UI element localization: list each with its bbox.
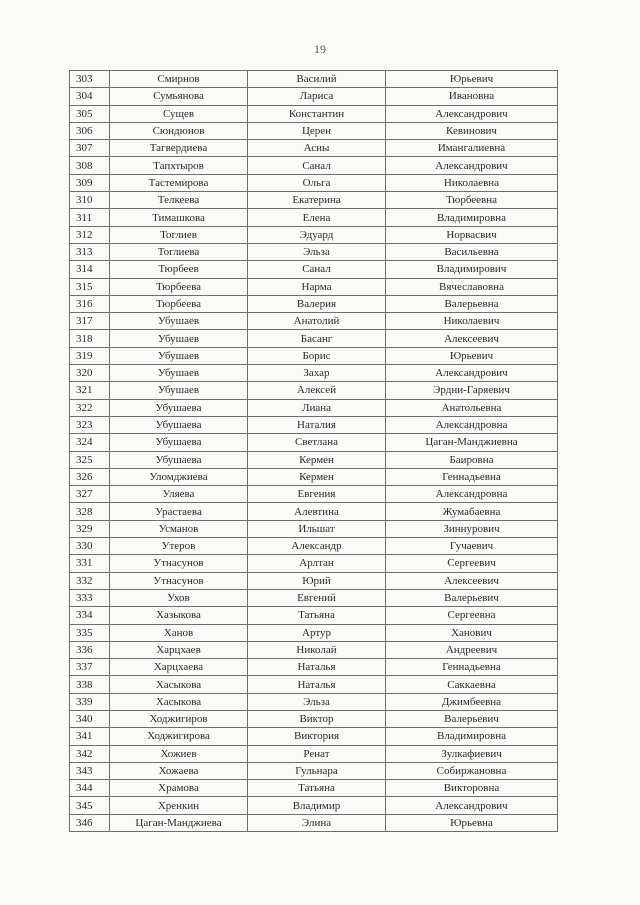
patronymic-cell: Юрьевич [386, 71, 558, 88]
row-number-cell: 319 [70, 347, 110, 364]
last-name-cell: Тимашкова [110, 209, 248, 226]
last-name-cell: Тагвердиева [110, 140, 248, 157]
last-name-cell: Ходжигиров [110, 710, 248, 727]
row-number-cell: 303 [70, 71, 110, 88]
row-number-cell: 325 [70, 451, 110, 468]
last-name-cell: Хасыкова [110, 693, 248, 710]
first-name-cell: Наталья [248, 659, 386, 676]
patronymic-cell: Владимировна [386, 209, 558, 226]
row-number-cell: 321 [70, 382, 110, 399]
row-number-cell: 312 [70, 226, 110, 243]
first-name-cell: Санал [248, 261, 386, 278]
last-name-cell: Убушаев [110, 382, 248, 399]
last-name-cell: Сумьянова [110, 88, 248, 105]
first-name-cell: Эдуард [248, 226, 386, 243]
last-name-cell: Уляева [110, 486, 248, 503]
last-name-cell: Сюндюнов [110, 122, 248, 139]
last-name-cell: Убушаева [110, 416, 248, 433]
last-name-cell: Тюрбеев [110, 261, 248, 278]
first-name-cell: Николай [248, 641, 386, 658]
first-name-cell: Элина [248, 814, 386, 831]
last-name-cell: Хожаева [110, 762, 248, 779]
name-roster-table [69, 70, 558, 832]
table-row [70, 745, 558, 762]
row-number-cell: 310 [70, 192, 110, 209]
last-name-cell: Тоглиева [110, 243, 248, 260]
last-name-cell: Уломджиева [110, 468, 248, 485]
row-number-cell: 343 [70, 762, 110, 779]
first-name-cell: Гульнара [248, 762, 386, 779]
last-name-cell: Хазыкова [110, 607, 248, 624]
first-name-cell: Владимир [248, 797, 386, 814]
first-name-cell: Нарма [248, 278, 386, 295]
row-number-cell: 315 [70, 278, 110, 295]
patronymic-cell: Геннадьевна [386, 659, 558, 676]
last-name-cell: Тастемирова [110, 174, 248, 191]
table-row [70, 607, 558, 624]
table-row [70, 330, 558, 347]
first-name-cell: Виктория [248, 728, 386, 745]
last-name-cell: Убушаев [110, 313, 248, 330]
patronymic-cell: Тюрбеевна [386, 192, 558, 209]
first-name-cell: Лариса [248, 88, 386, 105]
first-name-cell: Константин [248, 105, 386, 122]
row-number-cell: 324 [70, 434, 110, 451]
row-number-cell: 307 [70, 140, 110, 157]
table-row [70, 347, 558, 364]
patronymic-cell: Валерьевна [386, 295, 558, 312]
row-number-cell: 311 [70, 209, 110, 226]
first-name-cell: Евгений [248, 589, 386, 606]
row-number-cell: 338 [70, 676, 110, 693]
patronymic-cell: Ивановна [386, 88, 558, 105]
last-name-cell: Урастаева [110, 503, 248, 520]
first-name-cell: Алексей [248, 382, 386, 399]
patronymic-cell: Андреевич [386, 641, 558, 658]
first-name-cell: Ильшат [248, 520, 386, 537]
last-name-cell: Хожиев [110, 745, 248, 762]
table-row [70, 105, 558, 122]
first-name-cell: Елена [248, 209, 386, 226]
row-number-cell: 322 [70, 399, 110, 416]
last-name-cell: Хренкин [110, 797, 248, 814]
table-row [70, 140, 558, 157]
patronymic-cell: Юрьевич [386, 347, 558, 364]
last-name-cell: Усманов [110, 520, 248, 537]
last-name-cell: Харцхаев [110, 641, 248, 658]
table-row [70, 174, 558, 191]
table-row [70, 538, 558, 555]
first-name-cell: Василий [248, 71, 386, 88]
patronymic-cell: Викторовна [386, 780, 558, 797]
first-name-cell: Ренат [248, 745, 386, 762]
table-row [70, 555, 558, 572]
patronymic-cell: Александровна [386, 416, 558, 433]
first-name-cell: Виктор [248, 710, 386, 727]
patronymic-cell: Эрдни-Гаряевич [386, 382, 558, 399]
row-number-cell: 306 [70, 122, 110, 139]
row-number-cell: 329 [70, 520, 110, 537]
patronymic-cell: Александрович [386, 105, 558, 122]
table-row [70, 434, 558, 451]
patronymic-cell: Кевинович [386, 122, 558, 139]
patronymic-cell: Жумабаевна [386, 503, 558, 520]
last-name-cell: Убушаева [110, 434, 248, 451]
first-name-cell: Евгения [248, 486, 386, 503]
last-name-cell: Тапхтыров [110, 157, 248, 174]
patronymic-cell: Васильевна [386, 243, 558, 260]
table-row [70, 451, 558, 468]
row-number-cell: 335 [70, 624, 110, 641]
table-row [70, 192, 558, 209]
last-name-cell: Ханов [110, 624, 248, 641]
table-row [70, 243, 558, 260]
first-name-cell: Басанг [248, 330, 386, 347]
table-row [70, 295, 558, 312]
table-row [70, 641, 558, 658]
table-row [70, 261, 558, 278]
last-name-cell: Убушаев [110, 330, 248, 347]
table-row [70, 659, 558, 676]
patronymic-cell: Зулкафиевич [386, 745, 558, 762]
first-name-cell: Юрий [248, 572, 386, 589]
patronymic-cell: Цаган-Манджиевна [386, 434, 558, 451]
table-row [70, 624, 558, 641]
table-row [70, 71, 558, 88]
row-number-cell: 345 [70, 797, 110, 814]
table-row [70, 762, 558, 779]
row-number-cell: 328 [70, 503, 110, 520]
patronymic-cell: Владимировна [386, 728, 558, 745]
table-row [70, 728, 558, 745]
last-name-cell: Ухов [110, 589, 248, 606]
first-name-cell: Екатерина [248, 192, 386, 209]
row-number-cell: 305 [70, 105, 110, 122]
row-number-cell: 341 [70, 728, 110, 745]
last-name-cell: Ходжигирова [110, 728, 248, 745]
roster-body [70, 71, 558, 832]
first-name-cell: Светлана [248, 434, 386, 451]
patronymic-cell: Владимирович [386, 261, 558, 278]
patronymic-cell: Вячеславовна [386, 278, 558, 295]
row-number-cell: 308 [70, 157, 110, 174]
page-number: 19 [314, 42, 326, 56]
patronymic-cell: Анатольевна [386, 399, 558, 416]
table-row [70, 382, 558, 399]
last-name-cell: Тюрбеева [110, 278, 248, 295]
patronymic-cell: Алексеевич [386, 572, 558, 589]
first-name-cell: Кермен [248, 451, 386, 468]
last-name-cell: Убушаев [110, 347, 248, 364]
last-name-cell: Сущев [110, 105, 248, 122]
table-row [70, 520, 558, 537]
row-number-cell: 332 [70, 572, 110, 589]
row-number-cell: 331 [70, 555, 110, 572]
patronymic-cell: Николаевна [386, 174, 558, 191]
table-row [70, 278, 558, 295]
table-row [70, 486, 558, 503]
patronymic-cell: Александрович [386, 797, 558, 814]
table-row [70, 676, 558, 693]
table-row [70, 797, 558, 814]
row-number-cell: 333 [70, 589, 110, 606]
first-name-cell: Кермен [248, 468, 386, 485]
last-name-cell: Харцхаева [110, 659, 248, 676]
table-row [70, 209, 558, 226]
last-name-cell: Убушаева [110, 451, 248, 468]
table-row [70, 313, 558, 330]
first-name-cell: Эльза [248, 243, 386, 260]
patronymic-cell: Алексеевич [386, 330, 558, 347]
first-name-cell: Татьяна [248, 780, 386, 797]
table-row [70, 693, 558, 710]
last-name-cell: Смирнов [110, 71, 248, 88]
last-name-cell: Храмова [110, 780, 248, 797]
last-name-cell: Тюрбеева [110, 295, 248, 312]
row-number-cell: 346 [70, 814, 110, 831]
patronymic-cell: Баировна [386, 451, 558, 468]
patronymic-cell: Зиннурович [386, 520, 558, 537]
first-name-cell: Борис [248, 347, 386, 364]
first-name-cell: Валерия [248, 295, 386, 312]
patronymic-cell: Джимбеевна [386, 693, 558, 710]
last-name-cell: Тоглиев [110, 226, 248, 243]
row-number-cell: 314 [70, 261, 110, 278]
first-name-cell: Захар [248, 365, 386, 382]
patronymic-cell: Валерьевич [386, 710, 558, 727]
last-name-cell: Хасыкова [110, 676, 248, 693]
row-number-cell: 336 [70, 641, 110, 658]
table-row [70, 589, 558, 606]
patronymic-cell: Александрович [386, 365, 558, 382]
table-row [70, 365, 558, 382]
patronymic-cell: Норвасвич [386, 226, 558, 243]
table-row [70, 399, 558, 416]
table-row [70, 780, 558, 797]
patronymic-cell: Александровна [386, 486, 558, 503]
patronymic-cell: Имангалиевна [386, 140, 558, 157]
last-name-cell: Убушаева [110, 399, 248, 416]
row-number-cell: 344 [70, 780, 110, 797]
first-name-cell: Наталья [248, 676, 386, 693]
row-number-cell: 342 [70, 745, 110, 762]
first-name-cell: Артур [248, 624, 386, 641]
table-row [70, 416, 558, 433]
patronymic-cell: Саккаевна [386, 676, 558, 693]
first-name-cell: Татьяна [248, 607, 386, 624]
first-name-cell: Асиы [248, 140, 386, 157]
last-name-cell: Утеров [110, 538, 248, 555]
last-name-cell: Убушаев [110, 365, 248, 382]
first-name-cell: Анатолий [248, 313, 386, 330]
row-number-cell: 330 [70, 538, 110, 555]
row-number-cell: 313 [70, 243, 110, 260]
patronymic-cell: Александрович [386, 157, 558, 174]
last-name-cell: Цаган-Манджиева [110, 814, 248, 831]
row-number-cell: 323 [70, 416, 110, 433]
row-number-cell: 334 [70, 607, 110, 624]
row-number-cell: 317 [70, 313, 110, 330]
row-number-cell: 327 [70, 486, 110, 503]
patronymic-cell: Гучаевич [386, 538, 558, 555]
patronymic-cell: Сергеевич [386, 555, 558, 572]
row-number-cell: 337 [70, 659, 110, 676]
table-row [70, 88, 558, 105]
row-number-cell: 340 [70, 710, 110, 727]
row-number-cell: 309 [70, 174, 110, 191]
row-number-cell: 320 [70, 365, 110, 382]
first-name-cell: Алевтина [248, 503, 386, 520]
patronymic-cell: Ханович [386, 624, 558, 641]
first-name-cell: Церен [248, 122, 386, 139]
first-name-cell: Наталия [248, 416, 386, 433]
last-name-cell: Утнасунов [110, 572, 248, 589]
first-name-cell: Александр [248, 538, 386, 555]
table-row [70, 122, 558, 139]
row-number-cell: 316 [70, 295, 110, 312]
row-number-cell: 304 [70, 88, 110, 105]
last-name-cell: Утнасунов [110, 555, 248, 572]
table-row [70, 157, 558, 174]
row-number-cell: 318 [70, 330, 110, 347]
table-row [70, 710, 558, 727]
first-name-cell: Эльза [248, 693, 386, 710]
table-row [70, 503, 558, 520]
patronymic-cell: Сергеевна [386, 607, 558, 624]
table-row [70, 226, 558, 243]
first-name-cell: Санал [248, 157, 386, 174]
first-name-cell: Ольга [248, 174, 386, 191]
last-name-cell: Телкеева [110, 192, 248, 209]
table-row [70, 572, 558, 589]
first-name-cell: Арлтан [248, 555, 386, 572]
patronymic-cell: Юрьевна [386, 814, 558, 831]
table-row [70, 814, 558, 831]
patronymic-cell: Валерьевич [386, 589, 558, 606]
patronymic-cell: Собиржановна [386, 762, 558, 779]
first-name-cell: Лиана [248, 399, 386, 416]
row-number-cell: 326 [70, 468, 110, 485]
row-number-cell: 339 [70, 693, 110, 710]
patronymic-cell: Николаевич [386, 313, 558, 330]
patronymic-cell: Геннадьевна [386, 468, 558, 485]
table-row [70, 468, 558, 485]
